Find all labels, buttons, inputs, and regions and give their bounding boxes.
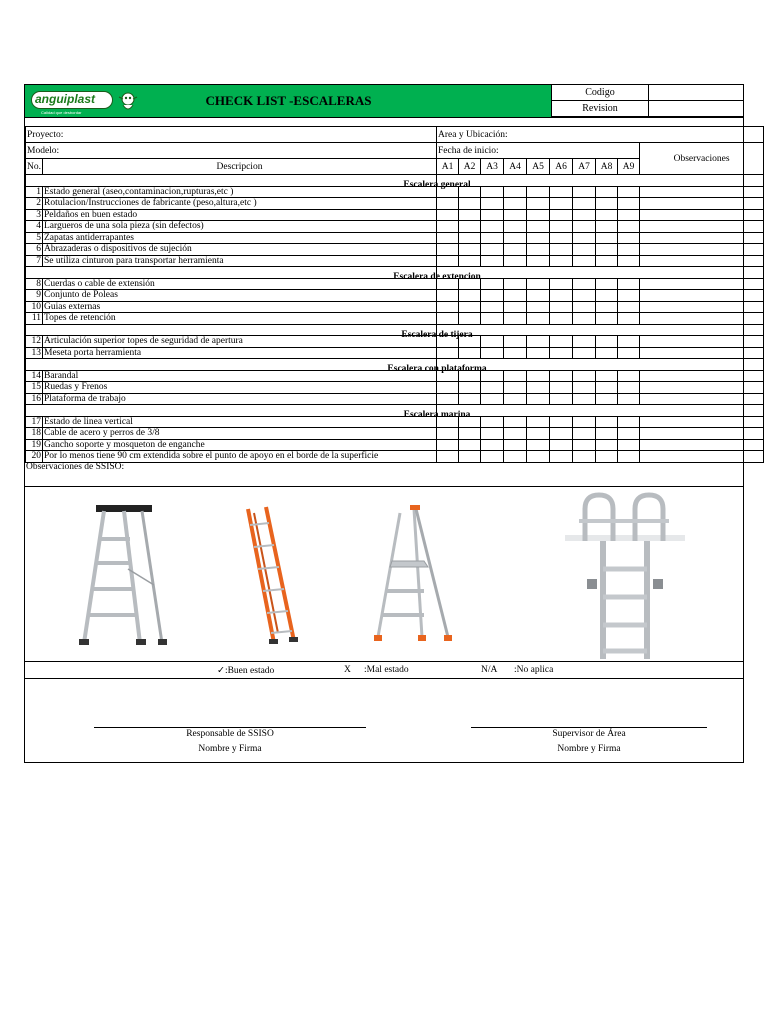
audit-cell[interactable]	[573, 221, 596, 233]
item-number: 13	[26, 347, 43, 359]
audit-cell[interactable]	[596, 347, 618, 359]
audit-cell[interactable]	[596, 301, 618, 313]
header-divider	[25, 117, 743, 118]
observation-cell[interactable]	[640, 244, 764, 256]
legend-na-mark: N/A	[481, 665, 498, 675]
audit-cell[interactable]	[437, 382, 459, 394]
audit-cell[interactable]	[596, 290, 618, 302]
revision-field[interactable]	[649, 101, 743, 117]
audit-cell[interactable]	[550, 313, 573, 325]
audit-cell[interactable]	[437, 221, 459, 233]
table-row	[26, 313, 764, 325]
audit-cell[interactable]	[437, 393, 459, 405]
audit-cell[interactable]	[573, 198, 596, 210]
audit-cell[interactable]	[527, 221, 550, 233]
audit-cell[interactable]	[573, 278, 596, 290]
codigo-label: Codigo	[552, 85, 649, 101]
audit-cell[interactable]	[437, 232, 459, 244]
audit-cell[interactable]	[459, 221, 481, 233]
audit-cell[interactable]	[527, 290, 550, 302]
observation-cell[interactable]	[640, 198, 764, 210]
audit-cell[interactable]	[459, 439, 481, 451]
table-row	[26, 221, 764, 233]
observation-cell[interactable]	[640, 393, 764, 405]
table-row	[26, 439, 764, 451]
audit-cell[interactable]	[550, 209, 573, 221]
audit-cell[interactable]	[481, 428, 504, 440]
audit-cell[interactable]	[459, 209, 481, 221]
audit-cell[interactable]	[596, 370, 618, 382]
audit-cell[interactable]	[550, 278, 573, 290]
audit-cell[interactable]	[504, 209, 527, 221]
col-audit-header: A2	[459, 159, 481, 175]
item-description: Conjunto de Poleas	[43, 290, 437, 302]
audit-cell[interactable]	[573, 336, 596, 348]
audit-cell[interactable]	[437, 301, 459, 313]
table-row	[26, 290, 764, 302]
item-number: 17	[26, 416, 43, 428]
audit-cell[interactable]	[459, 255, 481, 267]
revision-label: Revision	[552, 101, 649, 117]
audit-cell[interactable]	[596, 186, 618, 198]
audit-cell[interactable]	[550, 370, 573, 382]
audit-cell[interactable]	[481, 301, 504, 313]
audit-cell[interactable]	[573, 290, 596, 302]
table-row	[26, 347, 764, 359]
audit-cell[interactable]	[437, 244, 459, 256]
audit-cell[interactable]	[573, 232, 596, 244]
audit-cell[interactable]	[596, 313, 618, 325]
legend-bad: :Mal estado	[364, 665, 409, 675]
audit-cell[interactable]	[550, 301, 573, 313]
audit-cell[interactable]	[527, 428, 550, 440]
audit-cell[interactable]	[437, 290, 459, 302]
audit-cell[interactable]	[481, 313, 504, 325]
signature-line-left[interactable]	[94, 727, 366, 728]
col-audit-header: A9	[618, 159, 640, 175]
item-number: 7	[26, 255, 43, 267]
audit-cell[interactable]	[481, 221, 504, 233]
table-row	[26, 393, 764, 405]
item-description: Topes de retención	[43, 313, 437, 325]
audit-cell[interactable]	[573, 393, 596, 405]
section-title-text: Escalera de extencion	[393, 272, 481, 283]
section-title-text: Escalera general	[403, 180, 471, 191]
audit-cell[interactable]	[618, 347, 640, 359]
inspection-table	[25, 126, 764, 463]
audit-cell[interactable]	[459, 451, 481, 463]
audit-cell[interactable]	[550, 290, 573, 302]
audit-cell[interactable]	[618, 416, 640, 428]
observation-cell[interactable]	[640, 209, 764, 221]
audit-cell[interactable]	[504, 439, 527, 451]
audit-cell[interactable]	[573, 382, 596, 394]
logo-tagline: Calidad que desbordar	[41, 110, 82, 115]
item-description: Barandal	[43, 370, 437, 382]
step-ladder-image	[70, 501, 170, 646]
audit-cell[interactable]	[459, 347, 481, 359]
audit-cell[interactable]	[618, 301, 640, 313]
audit-cell[interactable]	[596, 198, 618, 210]
audit-cell[interactable]	[437, 347, 459, 359]
item-number: 19	[26, 439, 43, 451]
audit-cell[interactable]	[504, 232, 527, 244]
table-row	[26, 428, 764, 440]
audit-cell[interactable]	[618, 393, 640, 405]
audit-cell[interactable]	[437, 451, 459, 463]
observation-cell[interactable]	[640, 301, 764, 313]
section-title-text: Escalera con plataforma	[387, 364, 487, 375]
col-audit-header: A1	[437, 159, 459, 175]
audit-cell[interactable]	[573, 439, 596, 451]
audit-cell[interactable]	[527, 301, 550, 313]
audit-cell[interactable]	[459, 428, 481, 440]
item-description: Zapatas antiderrapantes	[43, 232, 437, 244]
col-audit-header: A4	[504, 159, 527, 175]
signature-name-right: Nombre y Firma	[557, 744, 621, 754]
table-row	[26, 244, 764, 256]
audit-cell[interactable]	[596, 428, 618, 440]
item-description: Abrazaderas o dispositivos de sujeción	[43, 244, 437, 256]
audit-cell[interactable]	[618, 255, 640, 267]
audit-cell[interactable]	[459, 232, 481, 244]
item-description: Cable de acero y perros de 3/8	[43, 428, 437, 440]
table-row	[26, 382, 764, 394]
audit-cell[interactable]	[504, 347, 527, 359]
audit-cell[interactable]	[527, 209, 550, 221]
audit-cell[interactable]	[550, 221, 573, 233]
item-number: 12	[26, 336, 43, 348]
section-row	[26, 405, 764, 417]
audit-cell[interactable]	[550, 198, 573, 210]
platform-ladder-image	[370, 505, 460, 645]
item-number: 3	[26, 209, 43, 221]
audit-cell[interactable]	[596, 439, 618, 451]
item-description: Guias externas	[43, 301, 437, 313]
item-description: Estado de linea vertical	[43, 416, 437, 428]
observation-cell[interactable]	[640, 278, 764, 290]
legend-divider	[25, 678, 743, 679]
item-description: Ruedas y Frenos	[43, 382, 437, 394]
observation-cell[interactable]	[640, 221, 764, 233]
audit-cell[interactable]	[618, 278, 640, 290]
audit-cell[interactable]	[573, 301, 596, 313]
audit-cell[interactable]	[504, 393, 527, 405]
audit-cell[interactable]	[459, 244, 481, 256]
audit-cell[interactable]	[550, 255, 573, 267]
audit-cell[interactable]	[573, 370, 596, 382]
audit-cell[interactable]	[481, 347, 504, 359]
item-description: Por lo menos tiene 90 cm extendida sobre el punto de apoyo en el borde de la superficie	[43, 451, 437, 463]
audit-cell[interactable]	[596, 382, 618, 394]
item-number: 1	[26, 186, 43, 198]
audit-cell[interactable]	[596, 255, 618, 267]
col-audit-header: A8	[596, 159, 618, 175]
audit-cell[interactable]	[437, 439, 459, 451]
section-row	[26, 267, 764, 279]
audit-cell[interactable]	[437, 198, 459, 210]
col-audit-header: A3	[481, 159, 504, 175]
observation-cell[interactable]	[640, 313, 764, 325]
audit-cell[interactable]	[459, 290, 481, 302]
observation-cell[interactable]	[640, 416, 764, 428]
marine-ladder-image	[565, 489, 685, 661]
section-title-text: Escalera marina	[403, 410, 471, 421]
col-audit-header: A7	[573, 159, 596, 175]
audit-cell[interactable]	[618, 186, 640, 198]
item-number: 6	[26, 244, 43, 256]
codigo-field[interactable]	[649, 85, 743, 101]
signature-name-left: Nombre y Firma	[198, 744, 262, 754]
audit-cell[interactable]	[527, 382, 550, 394]
audit-cell[interactable]	[437, 313, 459, 325]
audit-cell[interactable]	[527, 451, 550, 463]
audit-cell[interactable]	[618, 370, 640, 382]
item-number: 2	[26, 198, 43, 210]
audit-cell[interactable]	[550, 428, 573, 440]
ladder-images	[25, 487, 743, 662]
observation-cell[interactable]	[640, 186, 764, 198]
signature-role-right: Supervisor de Área	[552, 729, 626, 739]
col-no-header: No.	[26, 159, 43, 175]
audit-cell[interactable]	[618, 290, 640, 302]
observation-cell[interactable]	[640, 255, 764, 267]
item-number: 16	[26, 393, 43, 405]
audit-cell[interactable]	[527, 313, 550, 325]
audit-cell[interactable]	[618, 221, 640, 233]
item-number: 8	[26, 278, 43, 290]
audit-cell[interactable]	[527, 393, 550, 405]
header	[25, 85, 743, 117]
audit-cell[interactable]	[527, 232, 550, 244]
observation-cell[interactable]	[640, 428, 764, 440]
table-row	[26, 451, 764, 463]
checklist-sheet	[24, 84, 744, 763]
proyecto-field[interactable]: Proyecto:	[26, 127, 437, 143]
audit-cell[interactable]	[573, 209, 596, 221]
observation-cell[interactable]	[640, 347, 764, 359]
audit-cell[interactable]	[573, 451, 596, 463]
item-description: Peldaños en buen estado	[43, 209, 437, 221]
audit-cell[interactable]	[504, 198, 527, 210]
audit-cell[interactable]	[459, 382, 481, 394]
audit-cell[interactable]	[504, 313, 527, 325]
audit-cell[interactable]	[596, 221, 618, 233]
header-banner	[25, 85, 552, 117]
audit-cell[interactable]	[550, 416, 573, 428]
observation-cell[interactable]	[640, 451, 764, 463]
audit-cell[interactable]	[618, 336, 640, 348]
section-title	[393, 267, 764, 283]
logo-text: anguiplast	[35, 92, 96, 106]
audit-cell[interactable]	[618, 382, 640, 394]
table-row	[26, 255, 764, 267]
item-description: Meseta porta herramienta	[43, 347, 437, 359]
audit-cell[interactable]	[573, 347, 596, 359]
observaciones-header: Observaciones	[640, 143, 764, 175]
table-row	[26, 209, 764, 221]
audit-cell[interactable]	[573, 428, 596, 440]
audit-cell[interactable]	[481, 244, 504, 256]
section-title	[387, 359, 764, 375]
observation-cell[interactable]	[640, 439, 764, 451]
observation-cell[interactable]	[640, 290, 764, 302]
audit-cell[interactable]	[504, 382, 527, 394]
audit-cell[interactable]	[527, 244, 550, 256]
legend-na: :No aplica	[514, 665, 554, 675]
area-field[interactable]: Area y Ubicación:	[437, 127, 764, 143]
audit-cell[interactable]	[504, 290, 527, 302]
audit-cell[interactable]	[573, 255, 596, 267]
audit-cell[interactable]	[504, 301, 527, 313]
audit-cell[interactable]	[550, 244, 573, 256]
item-number: 9	[26, 290, 43, 302]
audit-cell[interactable]	[596, 393, 618, 405]
audit-cell[interactable]	[437, 255, 459, 267]
table-row	[26, 232, 764, 244]
audit-cell[interactable]	[618, 244, 640, 256]
section-row	[26, 175, 764, 187]
item-number: 4	[26, 221, 43, 233]
audit-cell[interactable]	[481, 232, 504, 244]
audit-cell[interactable]	[573, 186, 596, 198]
observation-cell[interactable]	[640, 232, 764, 244]
audit-cell[interactable]	[550, 439, 573, 451]
audit-cell[interactable]	[550, 393, 573, 405]
extension-ladder-image	[238, 505, 308, 647]
audit-cell[interactable]	[481, 198, 504, 210]
col-audit-header: A6	[550, 159, 573, 175]
audit-cell[interactable]	[550, 347, 573, 359]
item-description: Cuerdas o cable de extensión	[43, 278, 437, 290]
item-description: Gancho soporte y mosqueton de enganche	[43, 439, 437, 451]
audit-cell[interactable]	[481, 382, 504, 394]
item-number: 10	[26, 301, 43, 313]
audit-cell[interactable]	[459, 198, 481, 210]
item-number: 5	[26, 232, 43, 244]
table-row	[26, 198, 764, 210]
audit-cell[interactable]	[504, 428, 527, 440]
audit-cell[interactable]	[459, 301, 481, 313]
audit-cell[interactable]	[481, 439, 504, 451]
audit-cell[interactable]	[481, 255, 504, 267]
item-number: 11	[26, 313, 43, 325]
audit-cell[interactable]	[504, 451, 527, 463]
audit-cell[interactable]	[504, 244, 527, 256]
audit-cell[interactable]	[618, 428, 640, 440]
table-row	[26, 301, 764, 313]
audit-cell[interactable]	[527, 255, 550, 267]
audit-cell[interactable]	[481, 451, 504, 463]
item-number: 20	[26, 451, 43, 463]
section-title	[401, 324, 764, 340]
section-title-text: Escalera de tijera	[401, 329, 473, 340]
audit-cell[interactable]	[481, 393, 504, 405]
audit-cell[interactable]	[618, 313, 640, 325]
audit-cell[interactable]	[459, 393, 481, 405]
item-description: Estado general (aseo,contaminacion,rupturas,etc )	[43, 186, 437, 198]
audit-cell[interactable]	[596, 416, 618, 428]
audit-cell[interactable]	[550, 382, 573, 394]
audit-cell[interactable]	[550, 451, 573, 463]
audit-cell[interactable]	[596, 244, 618, 256]
section-row	[26, 324, 764, 336]
item-number: 18	[26, 428, 43, 440]
audit-cell[interactable]	[573, 416, 596, 428]
signature-line-right[interactable]	[471, 727, 707, 728]
audit-cell[interactable]	[618, 209, 640, 221]
section-title	[403, 175, 764, 191]
audit-cell[interactable]	[504, 221, 527, 233]
fecha-field[interactable]: Fecha de inicio:	[437, 143, 640, 159]
audit-cell[interactable]	[481, 209, 504, 221]
audit-cell[interactable]	[596, 451, 618, 463]
audit-cell[interactable]	[527, 198, 550, 210]
audit-cell[interactable]	[618, 439, 640, 451]
audit-cell[interactable]	[527, 347, 550, 359]
legend-good: ✓:Buen estado	[217, 666, 275, 676]
audit-cell[interactable]	[596, 232, 618, 244]
audit-cell[interactable]	[527, 439, 550, 451]
audit-cell[interactable]	[618, 198, 640, 210]
audit-cell[interactable]	[573, 313, 596, 325]
audit-cell[interactable]	[596, 336, 618, 348]
modelo-field[interactable]: Modelo:	[26, 143, 437, 159]
page-title: CHECK LIST -ESCALERAS	[205, 93, 372, 108]
col-audit-header: A5	[527, 159, 550, 175]
item-description: Plataforma de trabajo	[43, 393, 437, 405]
item-number: 15	[26, 382, 43, 394]
audit-cell[interactable]	[596, 209, 618, 221]
signature-role-left: Responsable de SSISO	[186, 729, 274, 739]
audit-cell[interactable]	[459, 313, 481, 325]
audit-cell[interactable]	[437, 209, 459, 221]
item-description: Largueros de una sola pieza (sin defectos)	[43, 221, 437, 233]
audit-cell[interactable]	[481, 290, 504, 302]
observation-cell[interactable]	[640, 370, 764, 382]
audit-cell[interactable]	[618, 232, 640, 244]
audit-cell[interactable]	[550, 336, 573, 348]
item-description: Articulación superior topes de seguridad de apertura	[43, 336, 437, 348]
audit-cell[interactable]	[504, 255, 527, 267]
section-title	[403, 405, 764, 421]
item-description: Se utiliza cinturon para transportar herramienta	[43, 255, 437, 267]
observation-cell[interactable]	[640, 336, 764, 348]
item-description: Rotulacion/Instrucciones de fabricante (peso,altura,etc )	[43, 198, 437, 210]
audit-cell[interactable]	[596, 278, 618, 290]
observation-cell[interactable]	[640, 382, 764, 394]
section-row	[26, 359, 764, 371]
audit-cell[interactable]	[618, 451, 640, 463]
observaciones-ssiso[interactable]: Observaciones de SSISO:	[25, 462, 743, 487]
item-number: 14	[26, 370, 43, 382]
audit-cell[interactable]	[550, 186, 573, 198]
audit-cell[interactable]	[573, 244, 596, 256]
col-descripcion-header: Descripcion	[43, 159, 437, 175]
audit-cell[interactable]	[550, 232, 573, 244]
legend-bad-mark: X	[344, 665, 351, 675]
audit-cell[interactable]	[437, 428, 459, 440]
